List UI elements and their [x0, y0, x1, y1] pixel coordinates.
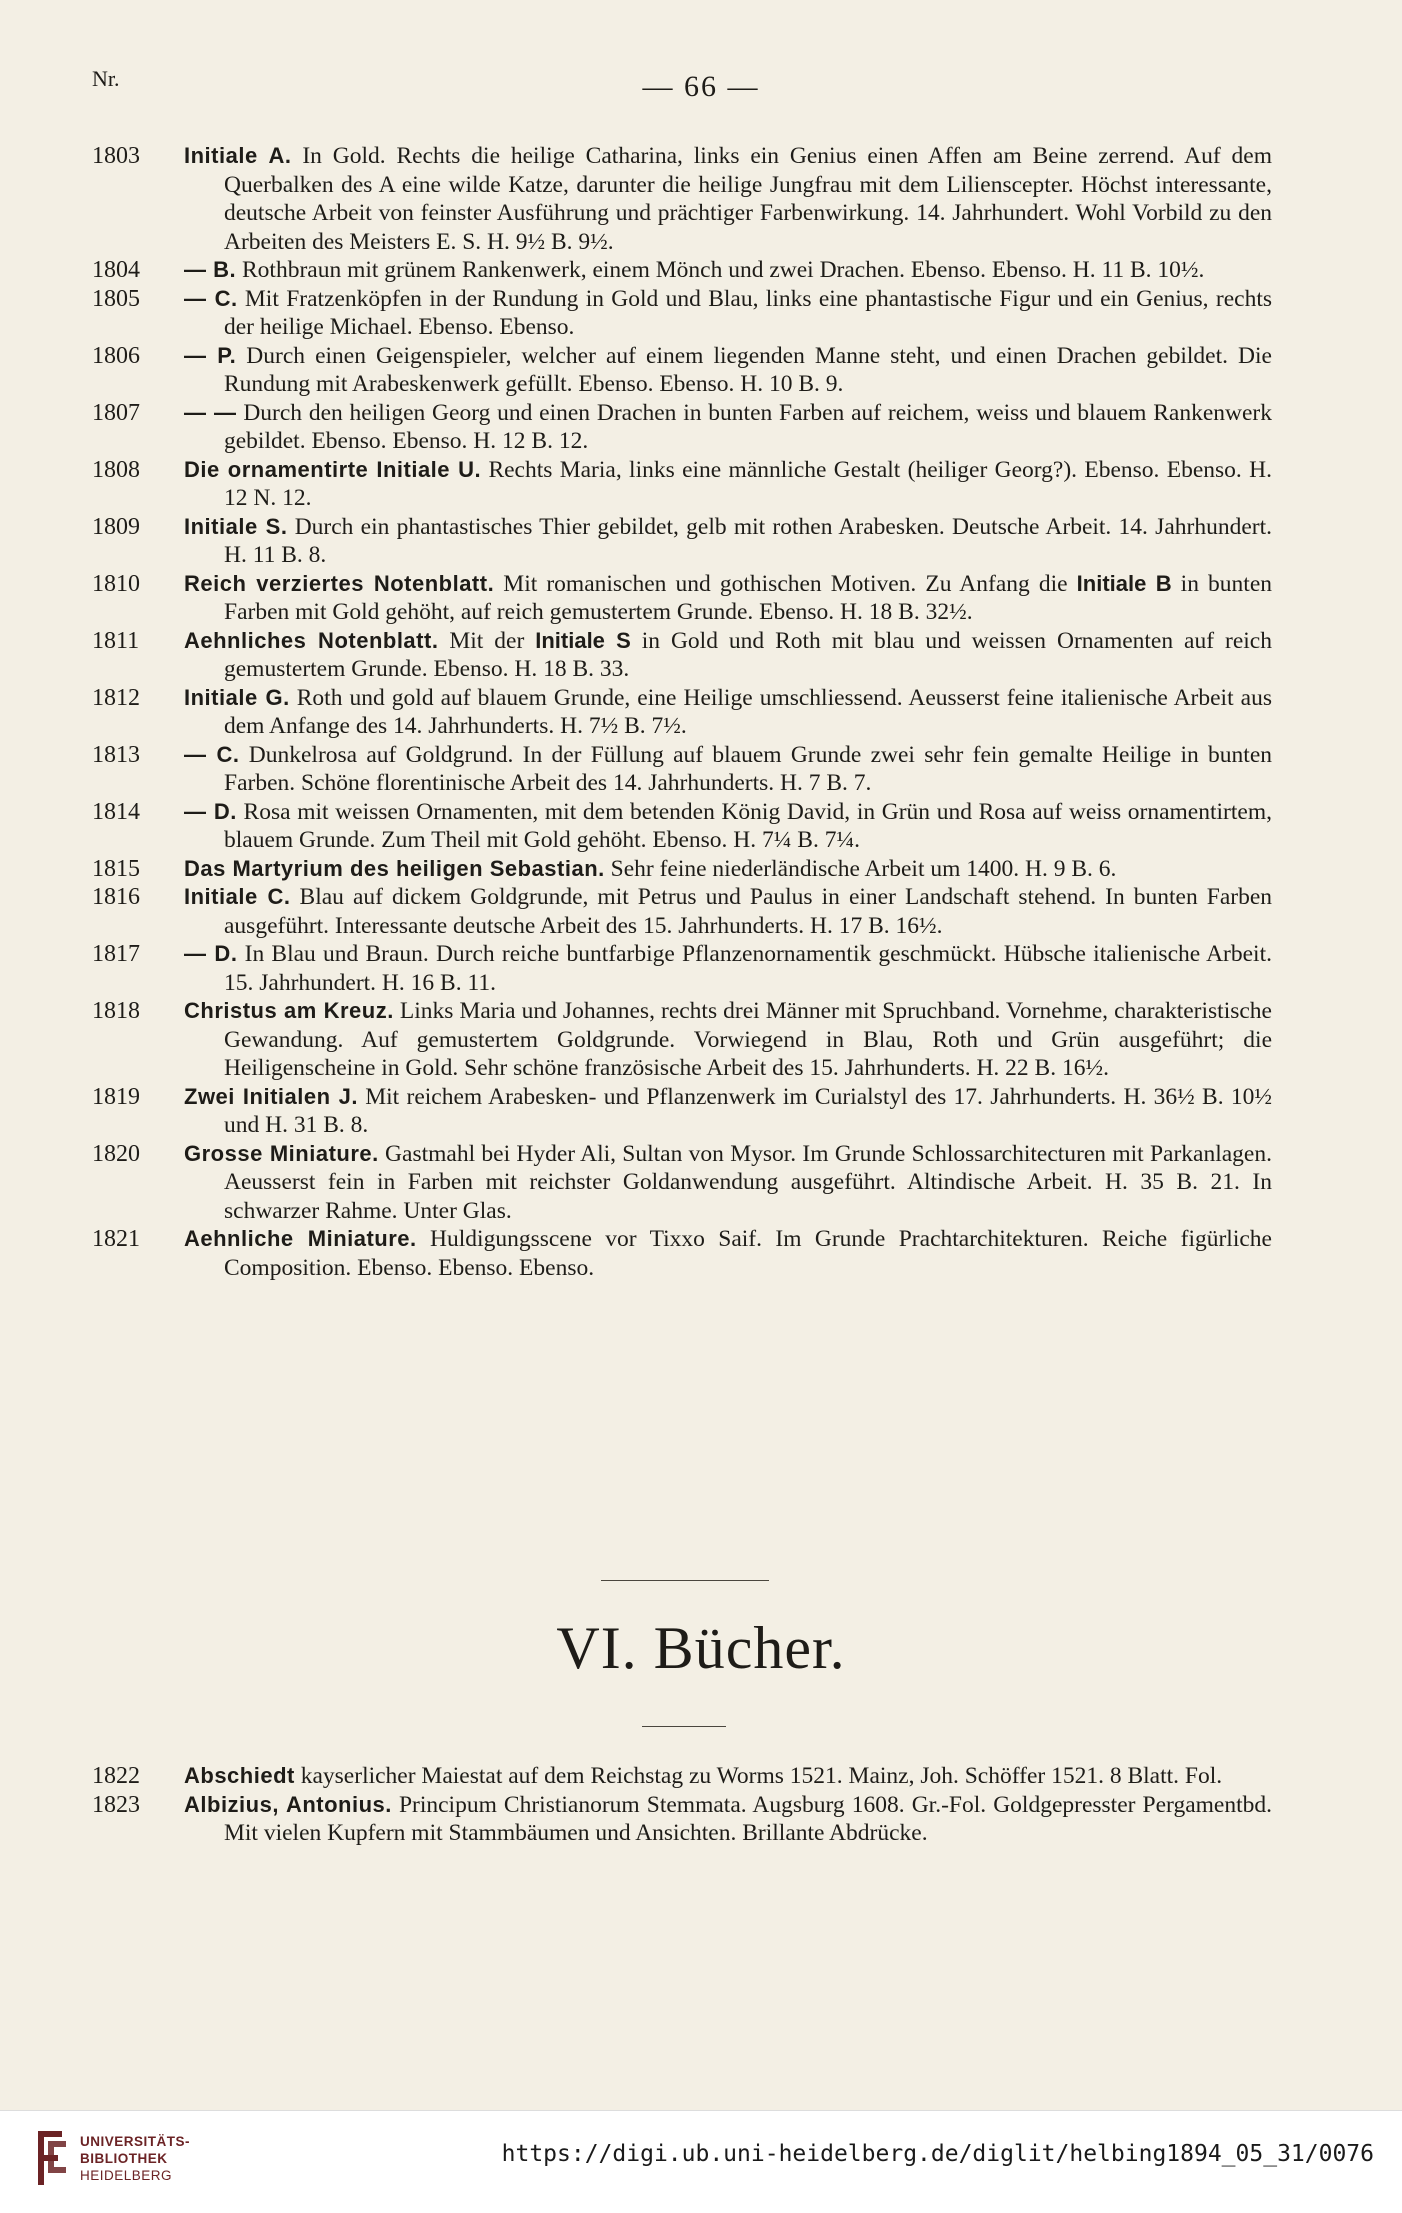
catalog-entry [0, 883, 1402, 940]
entry-text: In Gold. Rechts die heilige Catharina, links ein Genius einen Affen am Beine zerrend. Auf dem Querbalken des A eine wilde Katze, darunter die heilige Jungfrau mit dem Lilienscepter. Höchst interessante, deutsche Arbeit von feinster Ausführung und prächtiger Farbenwirkung. 14. Jahrhundert. Wohl Vorbild zu den Arbeiten des Meisters E. S. H. 9½ B. 9½. [224, 143, 1272, 255]
entry-number: 1819 [92, 1083, 140, 1110]
entry-text: Durch ein phantastisches Thier gebildet, gelb mit rothen Arabesken. Deutsche Arbeit. 14. Jahrhundert. H. 11 B. 8. [224, 513, 1272, 568]
entry-text: Principum Christianorum Stemmata. Augsburg 1608. Gr.-Fol. Goldgepresster Pergamentbd. Mit vielen Kupfern mit Stammbäumen und Ansichten. Brillante Abdrücke. [224, 1791, 1272, 1846]
catalog-entry [0, 798, 1402, 855]
entry-inline-heading: Initiale S [535, 627, 631, 653]
entry-number: 1814 [92, 798, 140, 825]
entry-text: Links Maria und Johannes, rechts drei Männer mit Spruchband. Vornehme, charakteristische Gewandung. Auf gemustertem Goldgrunde. Vorwiegend in Blau, Roth und Grün ausgeführt; die Heiligenscheine in Gold. Sehr schöne französische Arbeit des 15. Jahrhunderts. H. 22 B. 16½. [224, 998, 1272, 1081]
entry-text: Blau auf dickem Goldgrunde, mit Petrus und Paulus in einer Landschaft stehend. In bunten Farben ausgeführt. Interessante deutsche Arbeit des 15. Jahrhunderts. H. 17 B. 16½. [224, 884, 1273, 939]
catalog-entry [0, 940, 1402, 997]
entry-number: 1803 [92, 143, 140, 169]
entry-heading: Christus am Kreuz. [184, 998, 394, 1023]
logo-line-1: UNIVERSITÄTS- [80, 2134, 191, 2149]
entry-heading: Zwei Initialen J. [184, 1083, 358, 1109]
library-logo-icon [32, 2127, 68, 2189]
library-logo-text [80, 2133, 190, 2184]
entry-text-continued: in bunten Farben mit Gold gehöht, auf reich gemustertem Grunde. Ebenso. H. 18 B. 32½. [224, 570, 1273, 625]
entry-text: Dunkelrosa auf Goldgrund. In der Füllung auf blauem Grunde zwei sehr fein gemalte Heilige in bunten Farben. Schöne florentinische Arbeit des 14. Jahrhunderts. H. 7 B. 7. [224, 741, 1272, 796]
entry-heading: Grosse Miniature. [184, 1140, 379, 1166]
page-number: — 66 — [642, 70, 760, 103]
entry-heading: — C. [184, 285, 238, 311]
catalog-entry [0, 855, 1402, 884]
entry-number: 1809 [92, 513, 140, 540]
entry-text: Rothbraun mit grünem Rankenwerk, einem Mönch und zwei Drachen. Ebenso. Ebenso. H. 11 B. 10½. [236, 257, 1205, 283]
logo-line-2: BIBLIOTHEK [80, 2151, 168, 2166]
catalog-entry [0, 142, 1402, 256]
entry-text: In Blau und Braun. Durch reiche buntfarbige Pflanzenornamentik geschmückt. Hübsche italienische Arbeit. 15. Jahrhundert. H. 16 B. 11. [224, 941, 1272, 996]
catalog-entry [0, 570, 1402, 627]
entry-heading: — D. [184, 941, 238, 966]
entry-heading: Albizius, Antonius. [184, 1791, 392, 1817]
entry-text: Gastmahl bei Hyder Ali, Sultan von Mysor. Im Grunde Schlossarchitecturen mit Parkanlagen. Aeusserst fein in Farben mit reichster Goldanwendung ausgeführt. Altindische Arbeit. H. 35 B. 21. In schwarzer Rahme. Unter Glas. [224, 1140, 1272, 1224]
catalog-entry [0, 741, 1402, 798]
entry-number: 1807 [92, 399, 140, 426]
entry-number: 1821 [92, 1226, 140, 1252]
entry-number: 1822 [92, 1763, 140, 1789]
entry-number: 1810 [92, 570, 140, 597]
entry-heading: Das Martyrium des heiligen Sebastian. [184, 855, 605, 881]
entry-number: 1806 [92, 342, 140, 369]
entry-heading: — D. [184, 798, 237, 824]
section-divider-bottom [642, 1726, 726, 1727]
entry-text: kayserlicher Maiestat auf dem Reichstag zu Worms 1521. Mainz, Joh. Schöffer 1521. 8 Blatt. Fol. [294, 1763, 1223, 1789]
entry-number: 1820 [92, 1140, 140, 1167]
entry-heading: — C. [184, 741, 240, 767]
entry-text-continued: in Gold und Roth mit blau und weissen Ornamenten auf reich gemustertem Grunde. Ebenso. H. 18 B. 33. [224, 627, 1272, 682]
entry-text: Mit romanischen und gothischen Motiven. Zu Anfang die [494, 570, 1077, 597]
entry-number: 1817 [92, 941, 140, 967]
entry-heading: — B. [184, 257, 237, 282]
section-divider-top [601, 1580, 769, 1581]
entry-text: Sehr feine niederländische Arbeit um 1400. H. 9 B. 6. [604, 855, 1117, 882]
entry-number: 1805 [92, 285, 140, 312]
catalog-entry [0, 342, 1402, 399]
entry-heading: Abschiedt [184, 1763, 295, 1788]
entry-heading: — — [184, 399, 237, 425]
catalog-entry [0, 256, 1402, 285]
entry-number: 1815 [92, 855, 140, 882]
entry-inline-heading: Initiale B [1076, 570, 1172, 596]
entry-heading: Aehnliche Miniature. [184, 1226, 417, 1251]
entry-number: 1818 [92, 998, 140, 1024]
entry-text: Huldigungsscene vor Tixxo Saif. Im Grunde Prachtarchitekturen. Reiche figürliche Composition. Ebenso. Ebenso. Ebenso. [224, 1226, 1272, 1281]
entry-heading: Initiale C. [184, 884, 291, 909]
entry-text: Mit Fratzenköpfen in der Rundung in Gold und Blau, links eine phantastische Figur und ein Genius, rechts der heilige Michael. Ebenso. Ebenso. [224, 285, 1272, 340]
entry-number: 1804 [92, 257, 140, 283]
section-title: VI. Bücher. [556, 1615, 846, 1681]
catalog-entry [0, 684, 1402, 741]
entry-text: Rechts Maria, links eine männliche Gestalt (heiliger Georg?). Ebenso. Ebenso. H. 12 N. 12. [224, 456, 1272, 511]
catalog-entry [0, 1791, 1402, 1848]
catalog-entry [0, 1762, 1402, 1791]
entry-number: 1812 [92, 684, 140, 711]
entry-heading: Aehnliches Notenblatt. [184, 627, 439, 653]
catalog-entry [0, 1083, 1402, 1140]
entry-number: 1823 [92, 1791, 140, 1818]
catalog-entries-books [0, 1762, 1402, 1848]
catalog-entries [0, 142, 1402, 1282]
entry-text: Roth und gold auf blauem Grunde, eine Heilige umschliessend. Aeusserst feine italienische Arbeit aus dem Anfange des 14. Jahrhunderts. H. 7½ B. 7½. [224, 684, 1272, 739]
entry-heading: Reich verziertes Notenblatt. [184, 570, 495, 596]
logo-line-3: HEIDELBERG [80, 2168, 173, 2183]
entry-heading: Initiale S. [184, 513, 288, 539]
nr-label: Nr. [92, 66, 120, 91]
entry-text: Durch einen Geigenspieler, welcher auf einem liegenden Manne steht, und einen Drachen gebildet. Die Rundung mit Arabeskenwerk gefüllt. Ebenso. Ebenso. H. 10 B. 9. [224, 342, 1272, 397]
entry-text: Rosa mit weissen Ornamenten, mit dem betenden König David, in Grün und Rosa auf weiss ornamentirtem, blauem Grunde. Zum Theil mit Gold gehöht. Ebenso. H. 7¼ B. 7¼. [224, 798, 1272, 853]
entry-number: 1808 [92, 456, 140, 483]
entry-heading: — P. [184, 342, 237, 368]
entry-text: Mit der [438, 627, 536, 654]
catalog-entry [0, 399, 1402, 456]
catalog-entry [0, 997, 1402, 1083]
permalink-url[interactable]: https://digi.ub.uni-heidelberg.de/diglit/helbing1894_05_31/0076 [501, 2141, 1374, 2167]
viewer-footer [0, 2110, 1402, 2213]
entry-text: Mit reichem Arabesken- und Pflanzenwerk im Curialstyl des 17. Jahrhunderts. H. 36½ B. 10½ und H. 31 B. 8. [224, 1083, 1273, 1138]
catalog-entry [0, 285, 1402, 342]
entry-heading: Initiale G. [184, 684, 290, 710]
catalog-entry [0, 1140, 1402, 1226]
entry-heading: Die ornamentirte Initiale U. [184, 456, 482, 482]
entry-text: Durch den heiligen Georg und einen Drachen in bunten Farben auf reichem, weiss und blauem Rankenwerk gebildet. Ebenso. Ebenso. H. 12 B. 12. [224, 399, 1272, 454]
catalog-entry [0, 1225, 1402, 1282]
entry-number: 1811 [92, 627, 140, 654]
catalog-entry [0, 627, 1402, 684]
catalog-entry [0, 513, 1402, 570]
entry-number: 1813 [92, 741, 140, 768]
catalog-entry [0, 456, 1402, 513]
entry-number: 1816 [92, 884, 140, 910]
entry-heading: Initiale A. [184, 143, 292, 168]
